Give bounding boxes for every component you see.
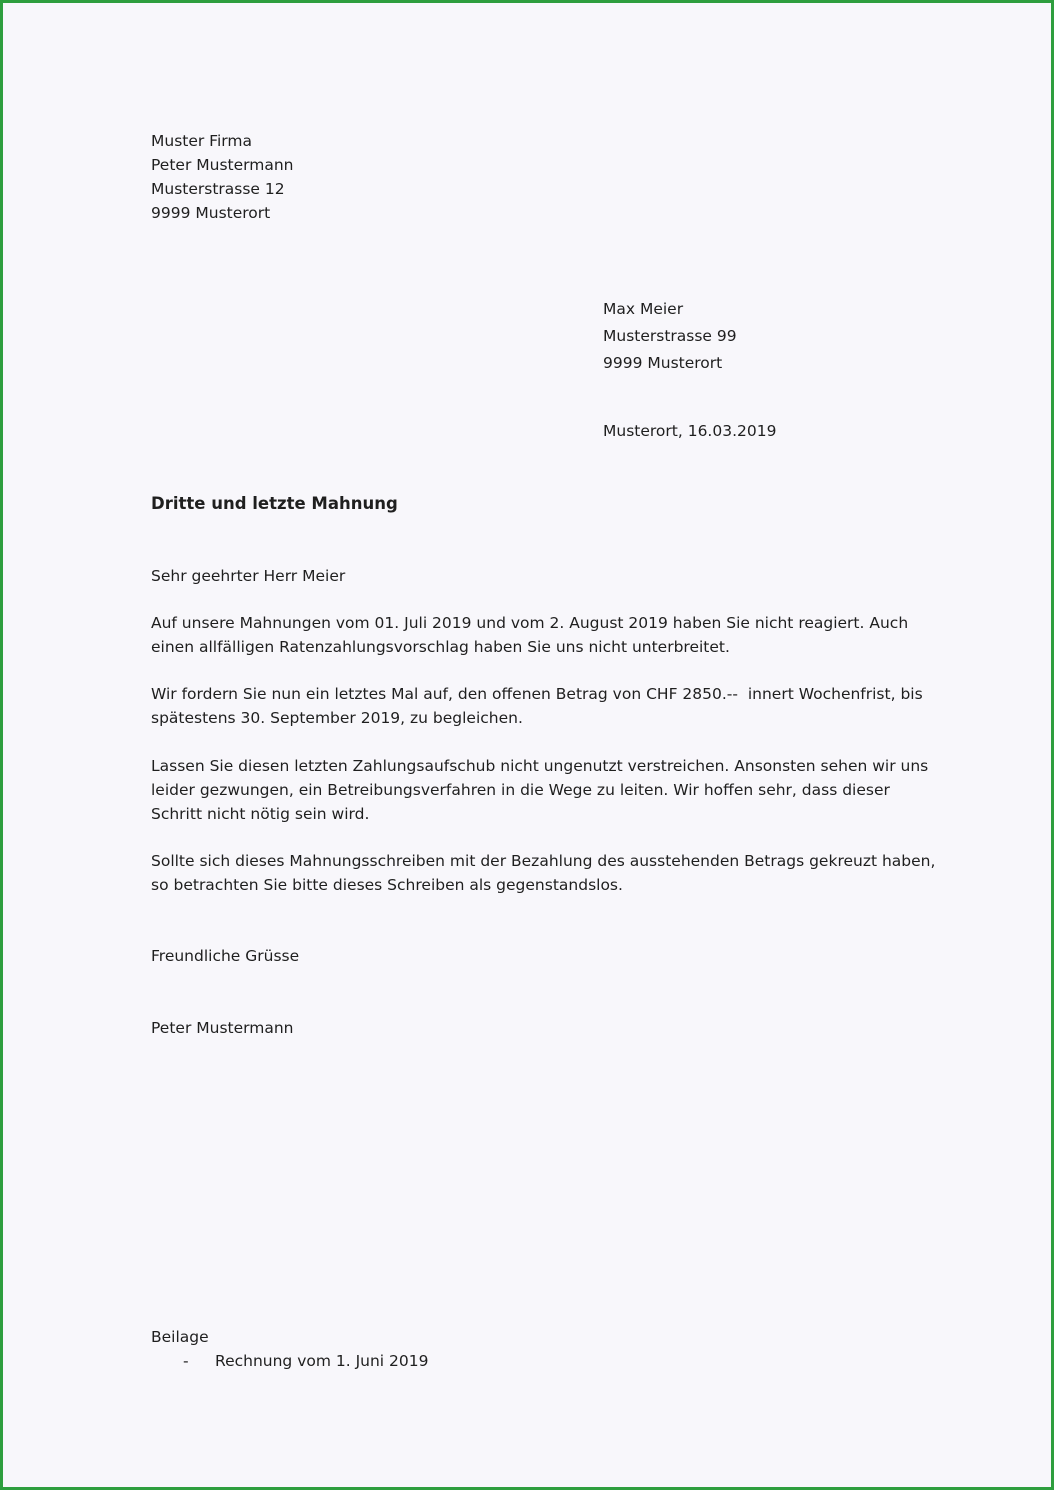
sender-address (151, 129, 293, 225)
paragraph-line: Wir fordern Sie nun ein letztes Mal auf, den offenen Betrag von CHF 2850.-- innert Wochenfrist, bis (151, 685, 923, 703)
recipient-address (603, 296, 737, 377)
paragraph-line: so betrachten Sie bitte dieses Schreiben als gegenstandslos. (151, 876, 623, 894)
date-line: Musterort, 16.03.2019 (603, 422, 777, 440)
recipient-name: Max Meier (603, 300, 684, 318)
paragraph-line: einen allfälligen Ratenzahlungsvorschlag haben Sie uns nicht unterbreitet. (151, 638, 730, 656)
sender-name: Peter Mustermann (151, 156, 294, 174)
signature-name: Peter Mustermann (151, 1019, 294, 1037)
attachments-title: Beilage (151, 1328, 209, 1346)
attachment-item (183, 1349, 429, 1373)
paragraph-line: Lassen Sie diesen letzten Zahlungsaufschub nicht ungenutzt verstreichen. Ansonsten sehen wir uns (151, 757, 929, 775)
attachment-label: Rechnung vom 1. Juni 2019 (215, 1352, 429, 1370)
sender-company: Muster Firma (151, 132, 252, 150)
paragraph-line: Schritt nicht nötig sein wird. (151, 805, 370, 823)
bullet-dash: - (183, 1352, 189, 1370)
recipient-city: 9999 Musterort (603, 354, 723, 372)
paragraph-line: Sollte sich dieses Mahnungsschreiben mit der Bezahlung des ausstehenden Betrags gekreuzt haben, (151, 852, 936, 870)
paragraph-3 (151, 754, 928, 826)
closing: Freundliche Grüsse (151, 947, 300, 965)
paragraph-1 (151, 611, 908, 659)
sender-city: 9999 Musterort (151, 204, 271, 222)
recipient-street: Musterstrasse 99 (603, 327, 737, 345)
letter-subject: Dritte und letzte Mahnung (151, 494, 398, 513)
paragraph-line: leider gezwungen, ein Betreibungsverfahren in die Wege zu leiten. Wir hoffen sehr, dass dieser (151, 781, 890, 799)
paragraph-4 (151, 849, 935, 897)
paragraph-2 (151, 682, 923, 730)
paragraph-line: Auf unsere Mahnungen vom 01. Juli 2019 und vom 2. August 2019 haben Sie nicht reagiert. Auch (151, 614, 909, 632)
paragraph-line: spätestens 30. September 2019, zu begleichen. (151, 709, 523, 727)
salutation: Sehr geehrter Herr Meier (151, 567, 346, 585)
sender-street: Musterstrasse 12 (151, 180, 285, 198)
